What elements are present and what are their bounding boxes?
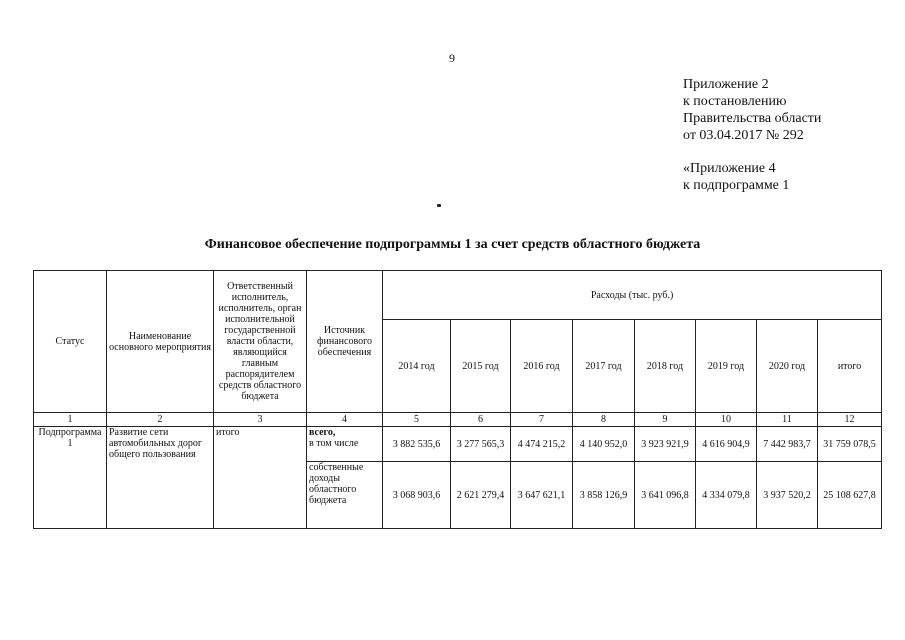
table-row [34,427,882,462]
value-cell: 4 616 904,9 [696,427,757,462]
total-cell: 25 108 627,8 [818,462,882,529]
appendix-block [683,76,821,194]
column-number: 7 [511,413,573,427]
scan-mark [437,204,441,207]
document-title: Финансовое обеспечение подпрограммы 1 за счет средств областного бюджета [204,237,701,252]
value-cell: 3 858 126,9 [573,462,635,529]
value-cell: 4 474 215,2 [511,427,573,462]
column-number: 6 [451,413,511,427]
column-number: 5 [383,413,451,427]
column-number: 4 [307,413,383,427]
appendix-line: от 03.04.2017 № 292 [683,128,804,143]
header-activity-name: Наименование основного мероприятия [107,271,214,413]
value-cell: 3 937 520,2 [757,462,818,529]
header-row [34,271,882,320]
header-year: 2020 год [757,320,818,413]
executor-cell: итого [214,427,307,529]
source-cell [307,427,383,462]
column-number: 12 [818,413,882,427]
header-status: Статус [34,271,107,413]
appendix-subline: «Приложение 4 [683,161,776,176]
value-cell: 7 442 983,7 [757,427,818,462]
column-number: 2 [107,413,214,427]
value-cell: 3 068 903,6 [383,462,451,529]
header-year: 2019 год [696,320,757,413]
appendix-line: Правительства области [683,111,822,126]
column-number: 10 [696,413,757,427]
header-year: 2015 год [451,320,511,413]
column-number: 3 [214,413,307,427]
value-cell: 4 334 079,8 [696,462,757,529]
header-year: 2017 год [573,320,635,413]
header-year: 2014 год [383,320,451,413]
value-cell: 3 277 565,3 [451,427,511,462]
value-cell: 4 140 952,0 [573,427,635,462]
source-note: в том числе [309,438,359,449]
header-source: Источник финансового обеспечения [307,271,383,413]
value-cell: 2 621 279,4 [451,462,511,529]
value-cell: 3 882 535,6 [383,427,451,462]
header-total: итого [818,320,882,413]
header-expenses: Расходы (тыс. руб.) [383,271,882,320]
total-cell: 31 759 078,5 [818,427,882,462]
budget-table [33,270,882,529]
column-number: 8 [573,413,635,427]
value-cell: 3 923 921,9 [635,427,696,462]
appendix-subline: к подпрограмме 1 [683,178,790,193]
appendix-line: Приложение 2 [683,77,769,92]
page-number: 9 [449,51,455,65]
spacer [683,144,821,160]
header-executor: Ответственный исполнитель, исполнитель, орган исполнительной государственной власти области, являющийся главным распорядителем средств областного бюджета [214,271,307,413]
status-cell: Подпрограмма 1 [34,427,107,529]
header-year: 2016 год [511,320,573,413]
header-year: 2018 год [635,320,696,413]
value-cell: 3 641 096,8 [635,462,696,529]
column-number-row [34,413,882,427]
source-main: всего, [309,427,336,438]
activity-name-cell: Развитие сети автомобильных дорог общего пользования [107,427,214,529]
appendix-line: к постановлению [683,94,787,109]
value-cell: 3 647 621,1 [511,462,573,529]
source-cell: собственные доходы областного бюджета [307,462,383,529]
column-number: 11 [757,413,818,427]
column-number: 9 [635,413,696,427]
column-number: 1 [34,413,107,427]
